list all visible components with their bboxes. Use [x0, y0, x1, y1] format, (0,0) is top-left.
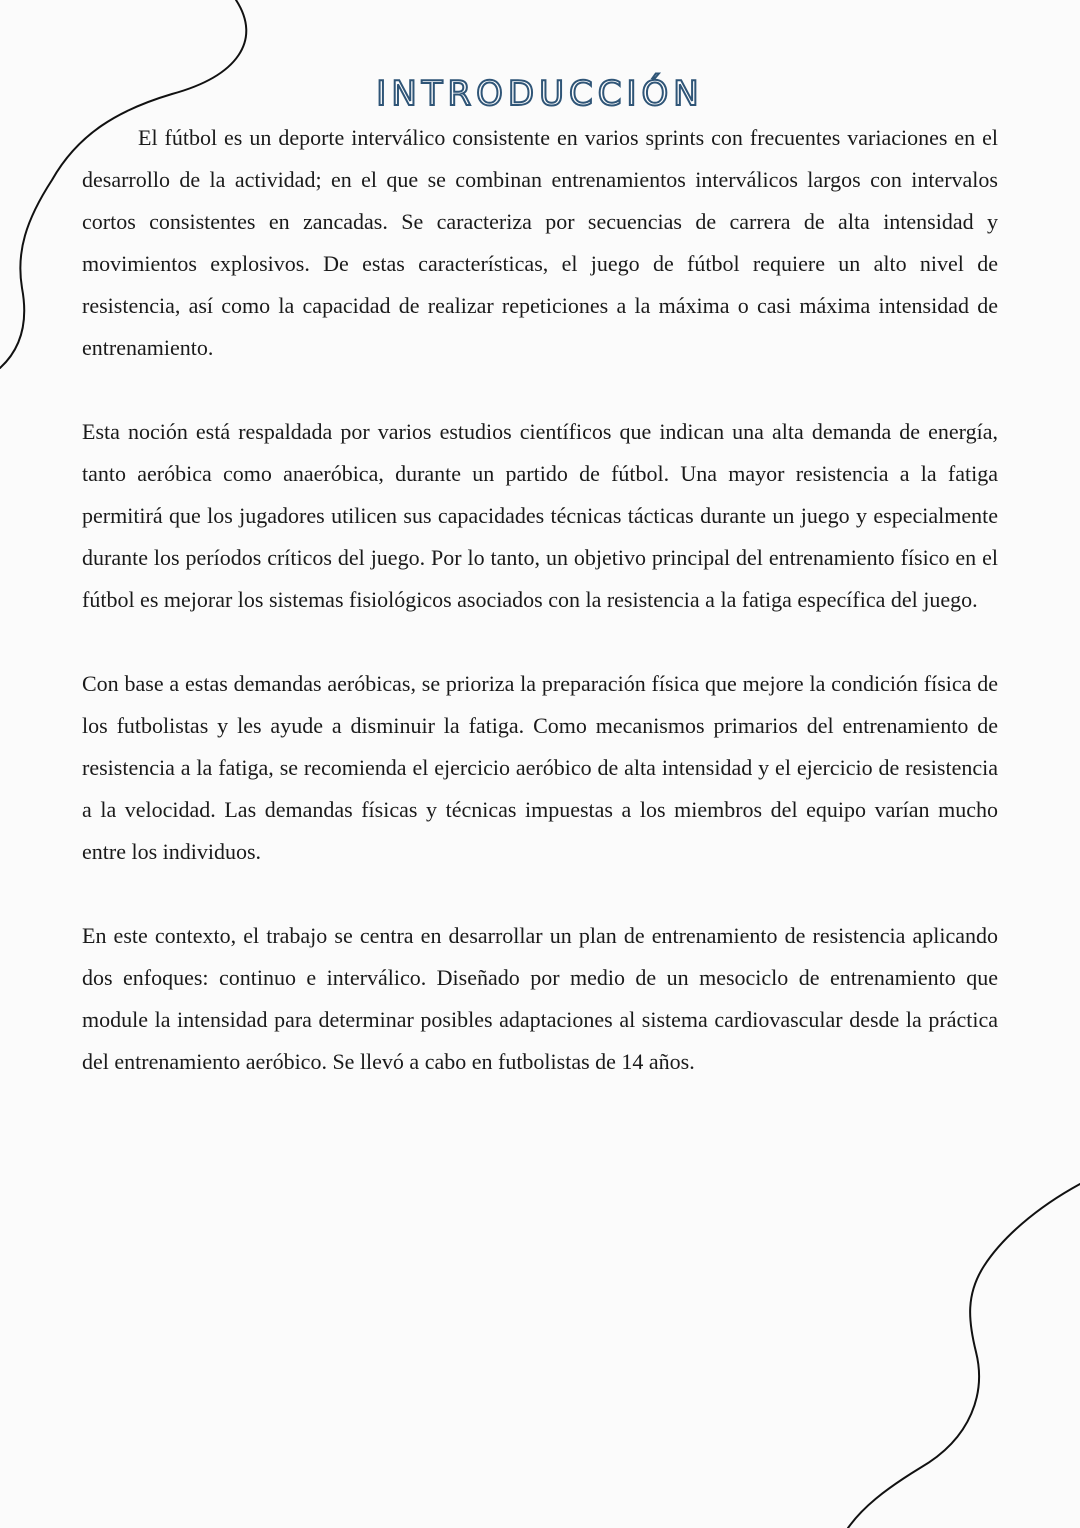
paragraph-3: Con base a estas demandas aeróbicas, se prioriza la preparación física que mejore la condición física de los futbolistas y les ayude a disminuir la fatiga. Como mecanismos primarios del entrenamiento de resistencia a la fatiga, se recomienda el ejercicio aeróbico de alta intensidad y el ejercicio de resistencia a la velocidad. Las demandas físicas y técnicas impuestas a los miembros del equipo varían mucho entre los individuos. — [82, 671, 998, 864]
bottom-right-curve — [848, 1184, 1080, 1528]
paragraph-2: Esta noción está respaldada por varios estudios científicos que indican una alta demanda de energía, tanto aeróbica como anaeróbica, durante un partido de fútbol. Una mayor resistencia a la fatiga permitirá que los jugadores utilicen sus capacidades técnicas tácticas durante un juego y especialmente durante los períodos críticos del juego. Por lo tanto, un objetivo principal del entrenamiento físico en el fútbol es mejorar los sistemas fisiológicos asociados con la resistencia a la fatiga específica del juego. — [82, 419, 998, 612]
document-body — [82, 117, 998, 1125]
page-title: INTRODUCCIÓN — [376, 74, 704, 114]
paragraph-4: En este contexto, el trabajo se centra en desarrollar un plan de entrenamiento de resistencia aplicando dos enfoques: continuo e interválico. Diseñado por medio de un mesociclo de entrenamiento que module la intensidad para determinar posibles adaptaciones al sistema cardiovascular desde la práctica del entrenamiento aeróbico. Se llevó a cabo en futbolistas de 14 años. — [82, 923, 998, 1074]
paragraph-1: El fútbol es un deporte interválico consistente en varios sprints con frecuentes variaciones en el desarrollo de la actividad; en el que se combinan entrenamientos interválicos largos con intervalos cortos consistentes en zancadas. Se caracteriza por secuencias de carrera de alta intensidad y movimientos explosivos. De estas características, el juego de fútbol requiere un alto nivel de resistencia, así como la capacidad de realizar repeticiones a la máxima o casi máxima intensidad de entrenamiento. — [82, 125, 998, 360]
